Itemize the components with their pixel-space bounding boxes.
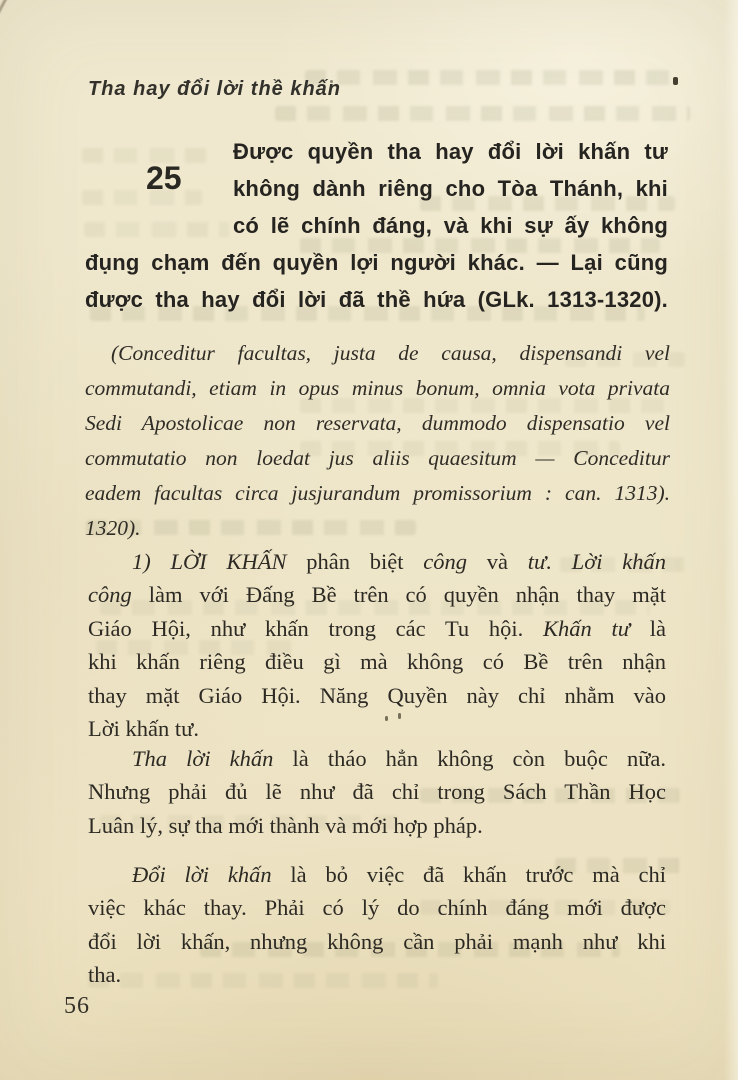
text-line: eadem facultas circa jusjurandum promissorium : can. 1313).: [85, 481, 670, 505]
text-line: Luân lý, sự tha mới thành và mới hợp pháp.: [88, 812, 483, 838]
bleedthrough-line: [305, 70, 675, 85]
text-line: có lẽ chính đáng, và khi sự ấy không: [233, 213, 668, 238]
running-header: Tha hay đổi lời thề khấn: [88, 78, 342, 100]
text-line: được tha hay đổi lời đã thề hứa (GLk. 1313-1320).: [85, 287, 668, 312]
text-line: không dành riêng cho Tòa Thánh, khi: [233, 176, 668, 201]
text-line: Tha lời khấn là tháo hẳn không còn buộc nữa.: [132, 746, 666, 771]
text-line: (Conceditur facultas, justa de causa, dispensandi vel: [111, 341, 670, 365]
text-line: Đổi lời khấn là bỏ việc đã khấn trước mà chỉ: [132, 862, 667, 887]
text-line: việc khác thay. Phải có lý do chính đáng mới được: [88, 895, 666, 921]
text-line: khi khấn riêng điều gì mà không có Bề trên nhận: [88, 649, 666, 675]
latin-quotation: [85, 336, 670, 546]
text-line: Nhưng phải đủ lẽ như đã chỉ trong Sách Thần Học: [88, 779, 666, 805]
paragraph-loi-khan: [88, 545, 666, 745]
section-summary: [85, 133, 668, 318]
bleedthrough-line: [275, 106, 690, 121]
section-number: 25: [146, 160, 182, 196]
text-line: Giáo Hội, như khấn trong các Tu hội. Khấn tư là: [88, 615, 667, 641]
text-line: 1) LỜI KHẤN phân biệt công và tư. Lời khấn: [132, 549, 666, 574]
paragraph-tha-loi-khan: [88, 742, 666, 842]
text-line: đụng chạm đến quyền lợi người khác. — Lại cũng: [85, 250, 668, 275]
page-edge-highlight: [724, 0, 738, 1080]
text-line: commutandi, etiam in opus minus bonum, omnia vota privata: [85, 376, 670, 400]
text-line: commutatio non loedat jus aliis quaesitum — Conceditur: [85, 446, 670, 470]
text-line: Lời khấn tư.: [88, 716, 199, 742]
text-line: Được quyền tha hay đổi lời khấn tư: [233, 139, 668, 164]
scan-artifact-corner-mark: [0, 0, 8, 17]
text-line: thay mặt Giáo Hội. Năng Quyền này chỉ nhằm vào: [88, 682, 666, 708]
text-line: tha.: [88, 962, 122, 988]
text-line: công làm với Đấng Bề trên có quyền nhận thay mặt: [88, 582, 666, 608]
paragraph-doi-loi-khan: [88, 858, 666, 992]
scan-artifact-speck: [673, 77, 678, 85]
page-number: 56: [64, 993, 90, 1019]
text-line: đổi lời khấn, nhưng không cần phải mạnh như khi: [88, 928, 666, 954]
text-line: Sedi Apostolicae non reservata, dummodo dispensatio vel: [85, 411, 670, 435]
text-line: 1320).: [85, 516, 141, 540]
